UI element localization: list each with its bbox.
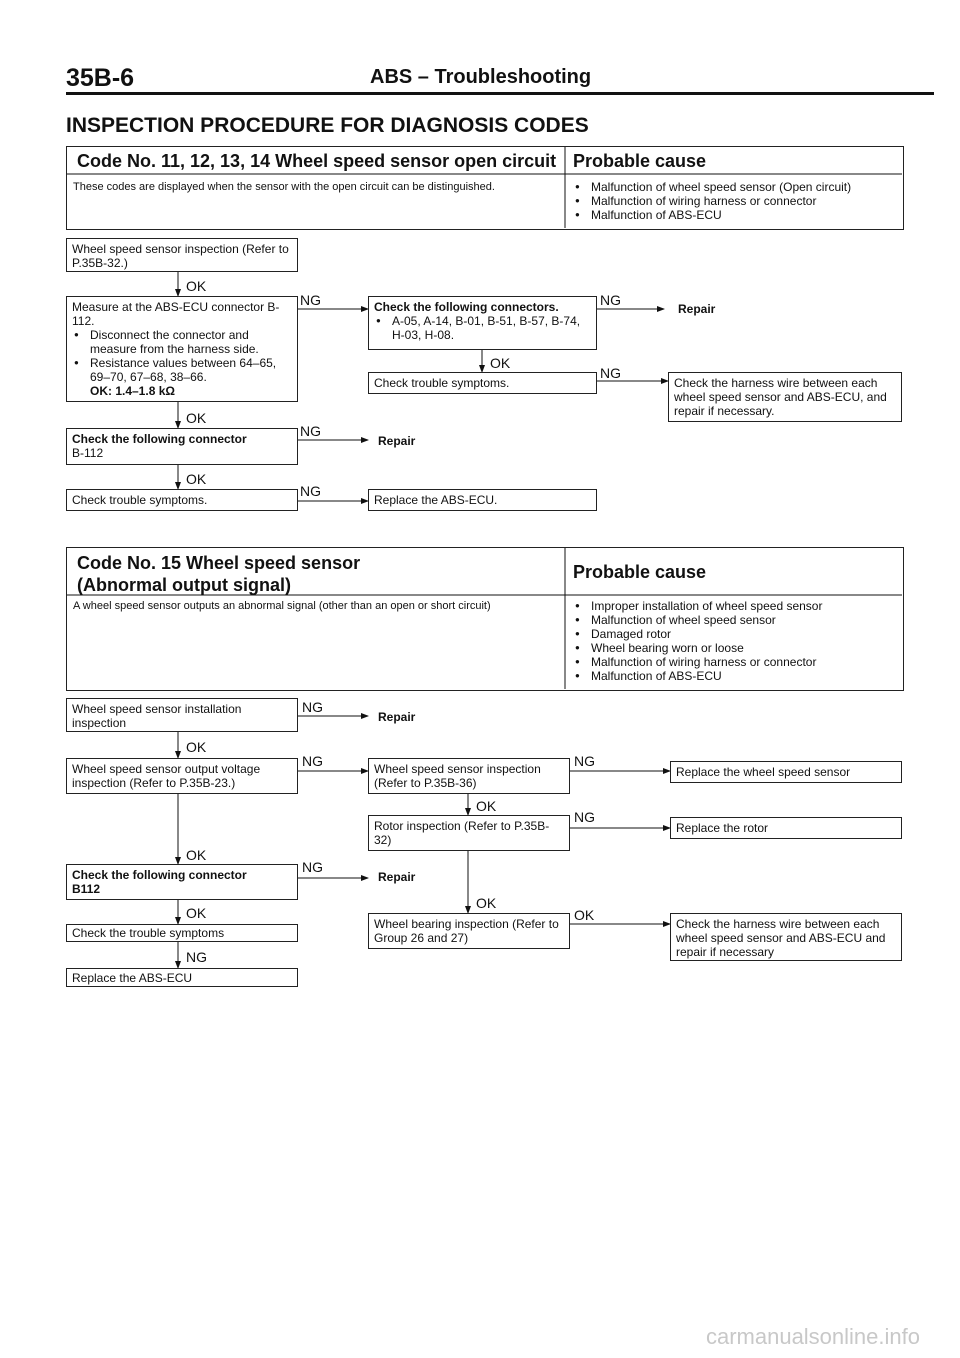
c1-measure-steps [72, 328, 292, 384]
code2-heading-line: (Abnormal output signal) [77, 575, 291, 595]
c1-replace-ecu-box: Replace the ABS-ECU. [368, 489, 597, 511]
ng-label: NG [302, 699, 323, 715]
repair-action: Repair [378, 870, 416, 884]
repair-action: Repair [378, 710, 416, 724]
c2-install-inspection-box: Wheel speed sensor installation inspection [66, 698, 298, 732]
repair-action: Repair [378, 434, 416, 448]
c2-replace-rotor-box: Replace the rotor [670, 817, 902, 839]
repair-action: Repair [678, 302, 716, 316]
c2-replace-sensor-box: Replace the wheel speed sensor [670, 761, 902, 783]
c2-sensor-inspection-box: Wheel speed sensor inspection (Refer to P.35B-36) [368, 758, 570, 794]
code2-description: A wheel speed sensor outputs an abnormal signal (other than an open or short circuit) [73, 600, 491, 612]
c1-check-connector-id: B-112 [72, 446, 104, 460]
code1-heading: Code No. 11, 12, 13, 14 Wheel speed sensor open circuit [77, 151, 557, 171]
ok-label: OK [574, 907, 595, 923]
c1-measure-box [66, 296, 298, 402]
code2-cause-item: ● Improper installation of wheel speed sensor [573, 599, 893, 613]
ng-label: NG [574, 809, 595, 825]
watermark: carmanualsonline.info [705, 1324, 920, 1349]
c1-check-connector-box [66, 428, 298, 465]
c1-check-connectors-box [368, 296, 597, 350]
c1-check-harness-box: Check the harness wire between each wheel speed sensor and ABS-ECU, and repair if necessary. [668, 372, 902, 422]
ok-label: OK [186, 739, 207, 755]
c1-connector-list: ● A-05, A-14, B-01, B-51, B-57, B-74, H-03, H-08. [374, 314, 591, 342]
code2-cause-item: ● Malfunction of wiring harness or connector [573, 655, 893, 669]
page-code: 35B-6 [66, 64, 135, 92]
ng-label: NG [574, 753, 595, 769]
code2-heading [77, 552, 360, 596]
c2-check-connector-id: B112 [72, 882, 101, 896]
ok-label: OK [186, 905, 207, 921]
ok-label: OK [186, 410, 207, 426]
code1-cause-list [573, 180, 893, 222]
c2-rotor-inspection-box: Rotor inspection (Refer to P.35B-32) [368, 815, 570, 851]
section-title: INSPECTION PROCEDURE FOR DIAGNOSIS CODES [66, 114, 589, 137]
ok-label: OK [476, 895, 497, 911]
c2-check-connector-box [66, 864, 298, 900]
ok-label: OK [186, 847, 207, 863]
ng-label: NG [186, 949, 207, 965]
ng-label: NG [302, 859, 323, 875]
code2-table [66, 547, 904, 691]
ok-label: OK [476, 798, 497, 814]
c1-check-connectors-title: Check the following connectors. [374, 300, 559, 314]
code2-cause-heading: Probable cause [573, 562, 707, 582]
ok-label: OK [186, 471, 207, 487]
c2-check-trouble-box: Check the trouble symptoms [66, 924, 298, 942]
ng-label: NG [600, 292, 621, 308]
code1-cause-heading: Probable cause [573, 151, 707, 171]
c2-replace-ecu-box: Replace the ABS-ECU [66, 968, 298, 987]
code2-cause-list [573, 599, 893, 683]
c2-check-harness-box: Check the harness wire between each wheel speed sensor and ABS-ECU and repair if necessary [670, 913, 902, 961]
ng-label: NG [302, 753, 323, 769]
ok-label: OK [186, 278, 207, 294]
code2-cause-item: ● Damaged rotor [573, 627, 893, 641]
ng-label: NG [300, 423, 321, 439]
c1-check-symptoms-2-box: Check trouble symptoms. [66, 489, 298, 511]
code2-cause-item: ● Malfunction of ABS-ECU [573, 669, 893, 683]
ng-label: NG [300, 292, 321, 308]
c2-output-voltage-box: Wheel speed sensor output voltage inspection (Refer to P.35B-23.) [66, 758, 298, 794]
c1-sensor-inspection-box: Wheel speed sensor inspection (Refer to P.35B-32.) [66, 238, 298, 272]
c1-measure-step: ● Resistance values between 64–65, 69–70, 67–68, 38–66. [72, 356, 292, 384]
code1-cause-item: ● Malfunction of wiring harness or connector [573, 194, 893, 208]
code1-description: These codes are displayed when the sensor with the open circuit can be distinguished. [73, 181, 495, 193]
c1-measure-line: Measure at the ABS-ECU connector B-112. [72, 300, 280, 328]
page-title: ABS – Troubleshooting [370, 66, 592, 88]
code1-cause-item: ● Malfunction of wheel speed sensor (Open circuit) [573, 180, 893, 194]
code1-cause-item: ● Malfunction of ABS-ECU [573, 208, 893, 222]
c1-measure-ok-value: OK: 1.4–1.8 kΩ [90, 384, 175, 398]
code2-cause-item: ● Malfunction of wheel speed sensor [573, 613, 893, 627]
c2-bearing-inspection-box: Wheel bearing inspection (Refer to Group 26 and 27) [368, 913, 570, 949]
c1-check-symptoms-box: Check trouble symptoms. [368, 372, 597, 394]
c1-measure-step: ● Disconnect the connector and measure from the harness side. [72, 328, 292, 356]
code2-cause-item: ● Wheel bearing worn or loose [573, 641, 893, 655]
ok-label: OK [490, 355, 511, 371]
c2-check-connector-title: Check the following connector [72, 868, 247, 882]
c1-check-connector-title: Check the following connector [72, 432, 247, 446]
ng-label: NG [300, 483, 321, 499]
code2-heading-line: Code No. 15 Wheel speed sensor [77, 553, 361, 573]
code1-table [66, 146, 904, 230]
ng-label: NG [600, 365, 621, 381]
